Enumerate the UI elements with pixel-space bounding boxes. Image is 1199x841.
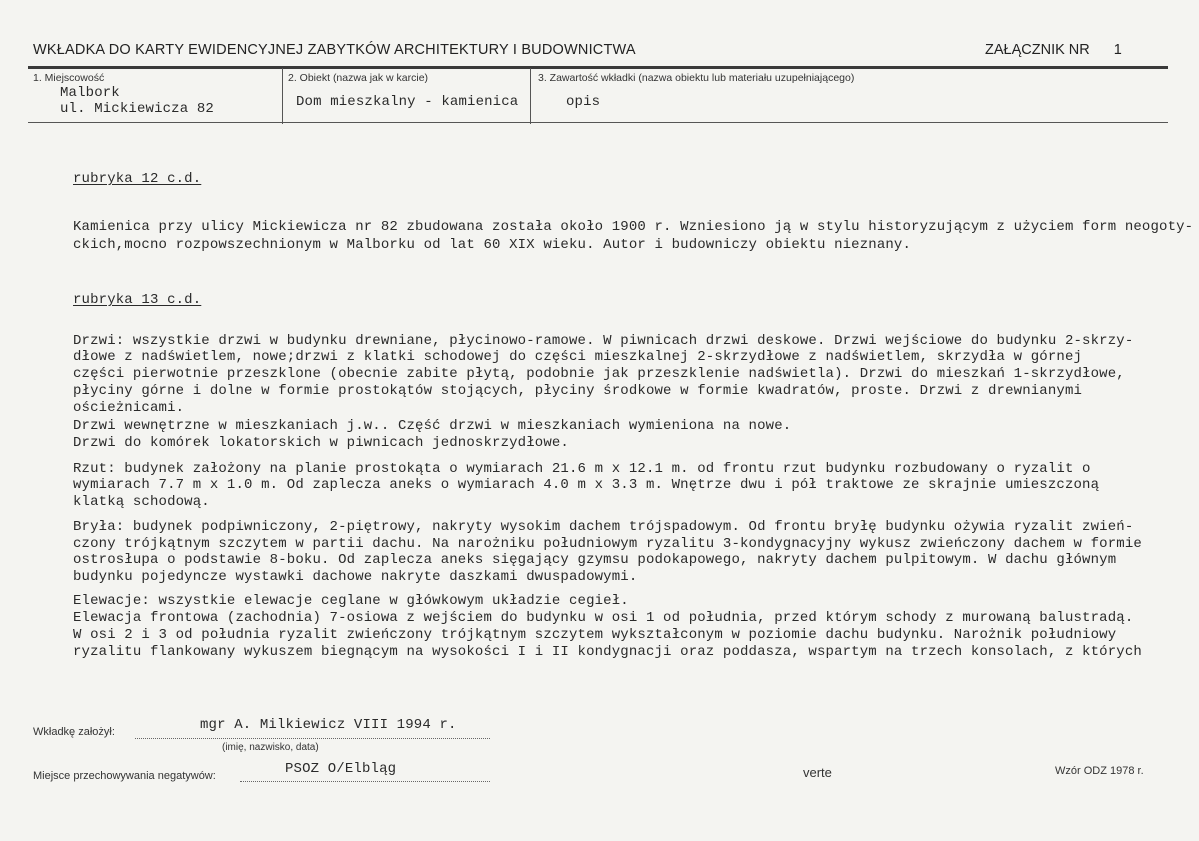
- facade-line: W osi 2 i 3 od południa ryzalit zwieńczony trójkątnym szczytem wykształconym w poziomie dachu budynku. Narożnik południowy: [73, 627, 1117, 643]
- facade-line: Elewacja frontowa (zachodnia) 7-osiowa z wejściem do budynku w osi 1 od południa, przed którym schody z murowaną balustradą.: [73, 610, 1134, 626]
- section12-line: ckich,mocno rozpowszechnionym w Malborku od lat 60 XIX wieku. Autor i budowniczy obiektu nieznany.: [73, 237, 912, 253]
- content-value: opis: [566, 94, 601, 110]
- facade-line: ryzalitu flankowany wykuszem biegnącym na wysokości I i II kondygnacji oraz poddasza, wspartym na trzech konsolach, z których: [73, 644, 1142, 660]
- plan-line: klatką schodową.: [73, 494, 210, 510]
- locality-label: 1. Miejscowość: [33, 72, 105, 84]
- plan-line: wymiarach 7.7 m x 1.0 m. Od zaplecza aneks o wymiarach 4.0 m x 3.3 m. Wnętrze dwu i pół traktowe ze skrajnie umieszczoną: [73, 477, 1100, 493]
- mass-line: ostrosłupa o podstawie 8-boku. Od zaplecza aneks sięgający gzymsu podokapowego, nakryty dachem pulpitowym. W dachu głównym: [73, 552, 1117, 568]
- object-label: 2. Obiekt (nazwa jak w karcie): [288, 72, 429, 84]
- mass-line: Bryła: budynek podpiwniczony, 2-piętrowy, nakryty wysokim dachem trójspadowym. Od frontu bryłę budynku ożywia ryzalit zwień-: [73, 519, 1134, 535]
- form-identifier: Wzór ODZ 1978 r.: [1055, 765, 1144, 777]
- mass-line: czony trójkątnym szczytem w partii dachu. Na narożniku południowym ryzalitu 3-kondygnacyjny wykusz zwieńczony dachem w formie: [73, 536, 1142, 552]
- section12-line: Kamienica przy ulicy Mickiewicza nr 82 zbudowana została około 1900 r. Wzniesiono ją w stylu historyzującym z użyciem form neogoty-: [73, 219, 1194, 235]
- locality-line1: Malbork: [60, 85, 120, 101]
- attachment-number-box: [985, 42, 1122, 58]
- founder-label: Wkładkę założył:: [33, 726, 115, 738]
- founder-hint: (imię, nazwisko, data): [222, 742, 319, 753]
- object-value: Dom mieszkalny - kamienica: [296, 94, 519, 110]
- plan-line: Rzut: budynek założony na planie prostokąta o wymiarach 21.6 m x 12.1 m. od frontu rzut budynku rozbudowany o ryzalit o: [73, 461, 1091, 477]
- negatives-value: PSOZ O/Elbląg: [285, 761, 397, 777]
- founder-dotted-line: [135, 738, 490, 739]
- doors-line: Drzwi: wszystkie drzwi w budynku drewniane, płycinowo-ramowe. W piwnicach drzwi deskowe. Drzwi wejściowe do budynku 2-skrzy-: [73, 333, 1134, 349]
- doors-line: ościeżnicami.: [73, 400, 185, 416]
- doors-line: części pierwotnie przeszklone (obecnie zabite płytą, podobnie jak przeszklenie nadświetla). Drzwi do mieszkań 1-skrzydłowe,: [73, 366, 1125, 382]
- doors-line: Drzwi do komórek lokatorskich w piwnicach jednoskrzydłowe.: [73, 435, 569, 451]
- content-label: 3. Zawartość wkładki (nazwa obiektu lub materiału uzupełniającego): [538, 72, 855, 84]
- founder-value: mgr A. Milkiewicz VIII 1994 r.: [200, 717, 457, 733]
- doors-line: Drzwi wewnętrzne w mieszkaniach j.w.. Część drzwi w mieszkaniach wymieniona na nowe.: [73, 418, 792, 434]
- negatives-dotted-line: [240, 781, 490, 782]
- section13-heading: rubryka 13 c.d.: [73, 292, 202, 308]
- fields-bottom-rule: [28, 122, 1168, 123]
- locality-line2: ul. Mickiewicza 82: [60, 101, 214, 117]
- field-divider: [282, 68, 283, 124]
- document-title: WKŁADKA DO KARTY EWIDENCYJNEJ ZABYTKÓW ARCHITEKTURY I BUDOWNICTWA: [33, 42, 636, 58]
- mass-line: budynku pojedyncze wystawki dachowe nakryte daszkami dwuspadowymi.: [73, 569, 638, 585]
- verte-label: verte: [803, 765, 832, 780]
- attachment-number: 1: [1113, 42, 1122, 58]
- doors-line: dłowe z nadświetlem, nowe;drzwi z klatki schodowej do części mieszkalnej 2-skrzydłowe z nadświetlem, skrzydła w górnej: [73, 349, 1083, 365]
- header-rule: [28, 66, 1168, 69]
- negatives-label: Miejsce przechowywania negatywów:: [33, 770, 216, 782]
- attachment-label: ZAŁĄCZNIK NR: [985, 42, 1090, 58]
- section12-heading: rubryka 12 c.d.: [73, 171, 202, 187]
- facade-line: Elewacje: wszystkie elewacje ceglane w główkowym układzie cegieł.: [73, 593, 629, 609]
- field-divider: [530, 68, 531, 124]
- doors-line: płyciny górne i dolne w formie prostokątów stojących, płyciny środkowe w formie kwadratów, proste. Drzwi z drewnianymi: [73, 383, 1083, 399]
